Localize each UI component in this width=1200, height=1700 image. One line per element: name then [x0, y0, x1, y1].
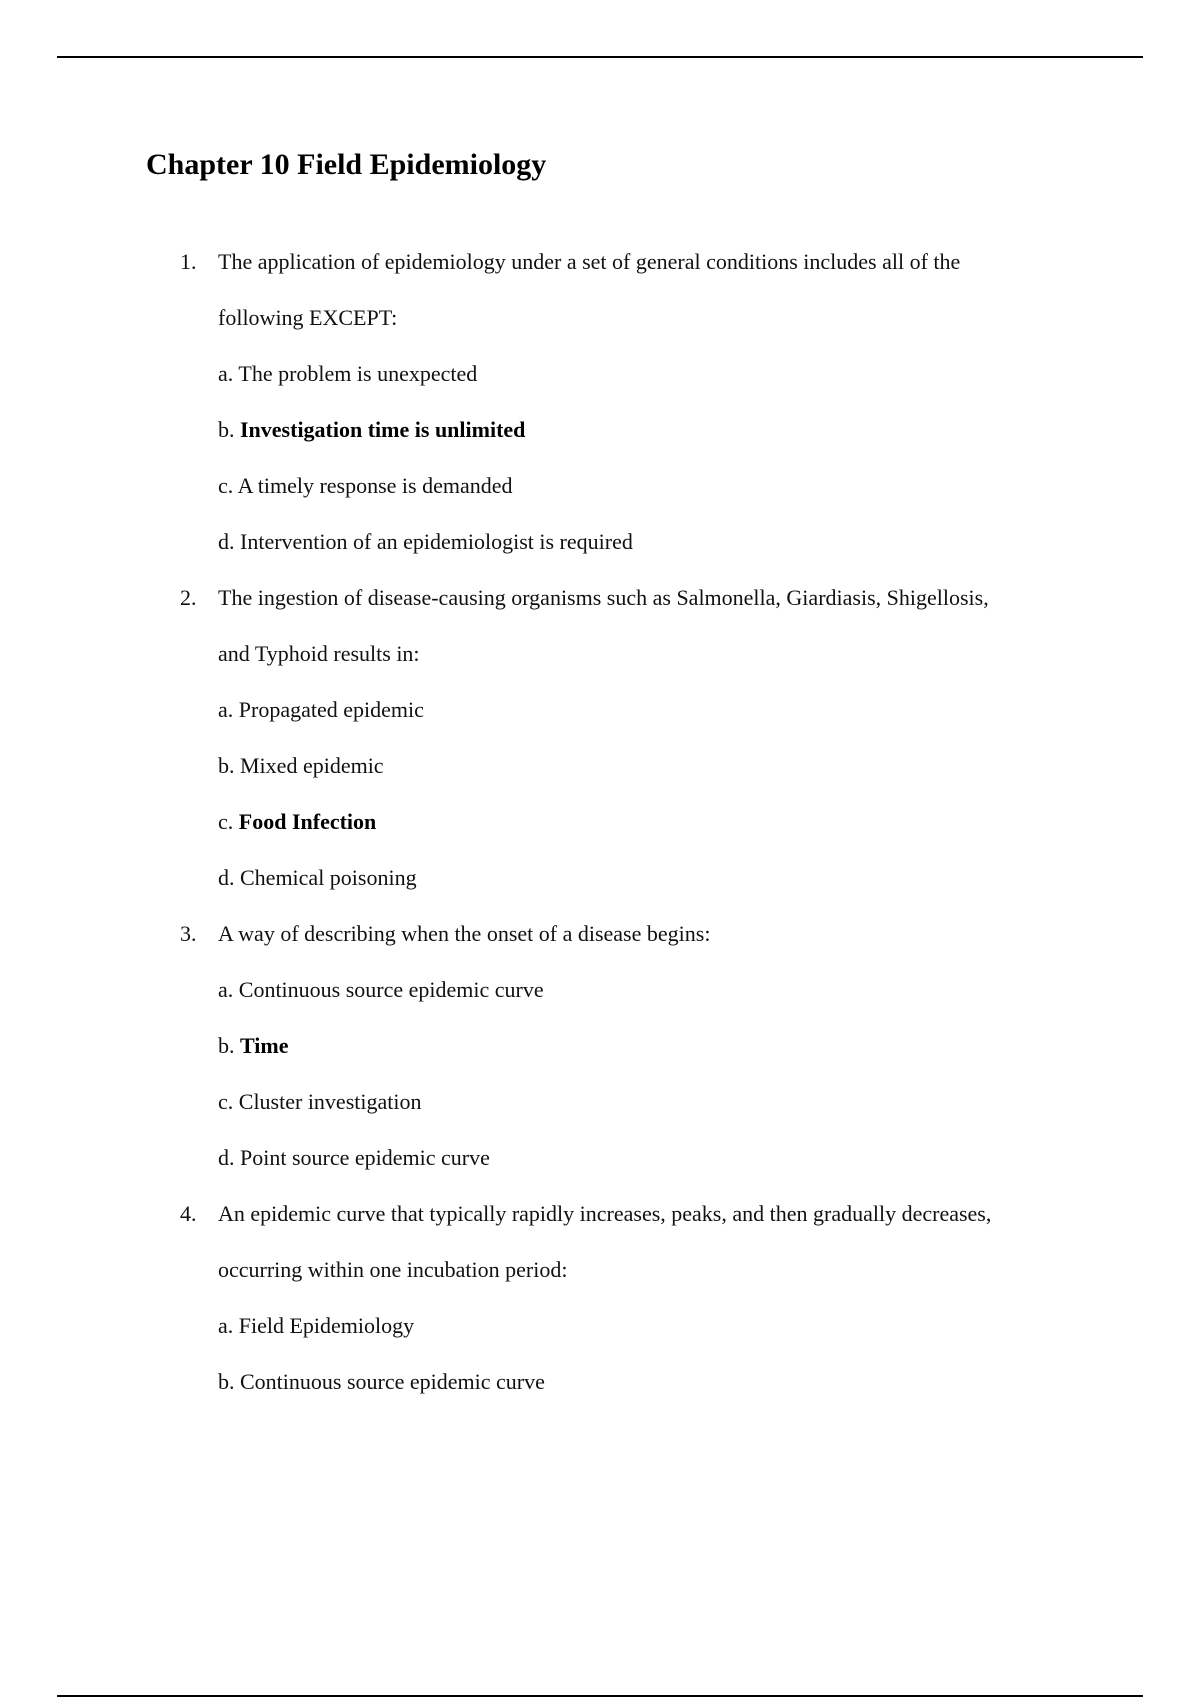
answer-option-c — [0, 464, 1200, 520]
option-letter: c. — [218, 1089, 234, 1114]
option-text: Point source epidemic curve — [240, 1145, 490, 1170]
page-title: Chapter 10 Field Epidemiology — [146, 148, 547, 181]
question-text: occurring within one incubation period: — [218, 1257, 568, 1282]
correct-answer-text: Investigation time is unlimited — [240, 417, 526, 442]
answer-option-a — [0, 352, 1200, 408]
answer-option-d — [0, 856, 1200, 912]
correct-answer-text: Food Infection — [238, 809, 377, 834]
option-text: Cluster investigation — [238, 1089, 422, 1114]
answer-option-d — [0, 520, 1200, 576]
option-letter: c. — [218, 473, 234, 498]
answer-option-c — [0, 1080, 1200, 1136]
question-stem-line — [0, 240, 1200, 296]
answer-option-b — [0, 1360, 1200, 1416]
answer-option-d — [0, 1136, 1200, 1192]
question-text: following EXCEPT: — [218, 305, 398, 330]
question-number: 1. — [180, 249, 197, 274]
option-letter: a. — [218, 1313, 234, 1338]
answer-option-a — [0, 688, 1200, 744]
option-letter: d. — [218, 529, 235, 554]
answer-option-b — [0, 744, 1200, 800]
answer-option-c — [0, 800, 1200, 856]
answer-option-a — [0, 968, 1200, 1024]
bottom-rule — [57, 1695, 1143, 1697]
option-text: Intervention of an epidemiologist is required — [240, 529, 633, 554]
option-text: A timely response is demanded — [237, 473, 513, 498]
option-text: Continuous source epidemic curve — [238, 977, 544, 1002]
option-letter: d. — [218, 865, 235, 890]
question-text: An epidemic curve that typically rapidly increases, peaks, and then gradually decreases, — [218, 1201, 992, 1226]
option-text: Chemical poisoning — [240, 865, 417, 890]
question-4 — [0, 1192, 1200, 1416]
option-letter: d. — [218, 1145, 235, 1170]
question-text: and Typhoid results in: — [218, 641, 420, 666]
question-stem-line — [0, 912, 1200, 968]
option-letter: b. — [218, 1033, 235, 1058]
option-letter: b. — [218, 1369, 235, 1394]
question-number: 4. — [180, 1201, 197, 1226]
option-text: Field Epidemiology — [238, 1313, 415, 1338]
question-stem-line — [0, 1248, 1200, 1304]
question-number: 2. — [180, 585, 197, 610]
question-stem-line — [0, 576, 1200, 632]
option-letter: c. — [218, 809, 234, 834]
option-letter: a. — [218, 697, 234, 722]
option-text: Propagated epidemic — [238, 697, 424, 722]
answer-option-a — [0, 1304, 1200, 1360]
question-stem-line — [0, 1192, 1200, 1248]
question-stem-line — [0, 296, 1200, 352]
option-letter: a. — [218, 977, 234, 1002]
correct-answer-text: Time — [240, 1033, 289, 1058]
question-2 — [0, 576, 1200, 912]
option-letter: a. — [218, 361, 234, 386]
option-text: Continuous source epidemic curve — [240, 1369, 545, 1394]
question-1 — [0, 240, 1200, 576]
question-text: A way of describing when the onset of a disease begins: — [218, 921, 711, 946]
option-letter: b. — [218, 417, 235, 442]
top-rule — [57, 56, 1143, 58]
question-text: The ingestion of disease-causing organisms such as Salmonella, Giardiasis, Shigellosis, — [218, 585, 989, 610]
question-list — [0, 240, 1200, 1416]
question-number: 3. — [180, 921, 197, 946]
option-letter: b. — [218, 753, 235, 778]
option-text: Mixed epidemic — [240, 753, 384, 778]
question-text: The application of epidemiology under a set of general conditions includes all of the — [218, 249, 961, 274]
answer-option-b — [0, 408, 1200, 464]
question-3 — [0, 912, 1200, 1192]
question-stem-line — [0, 632, 1200, 688]
answer-option-b — [0, 1024, 1200, 1080]
option-text: The problem is unexpected — [238, 361, 478, 386]
